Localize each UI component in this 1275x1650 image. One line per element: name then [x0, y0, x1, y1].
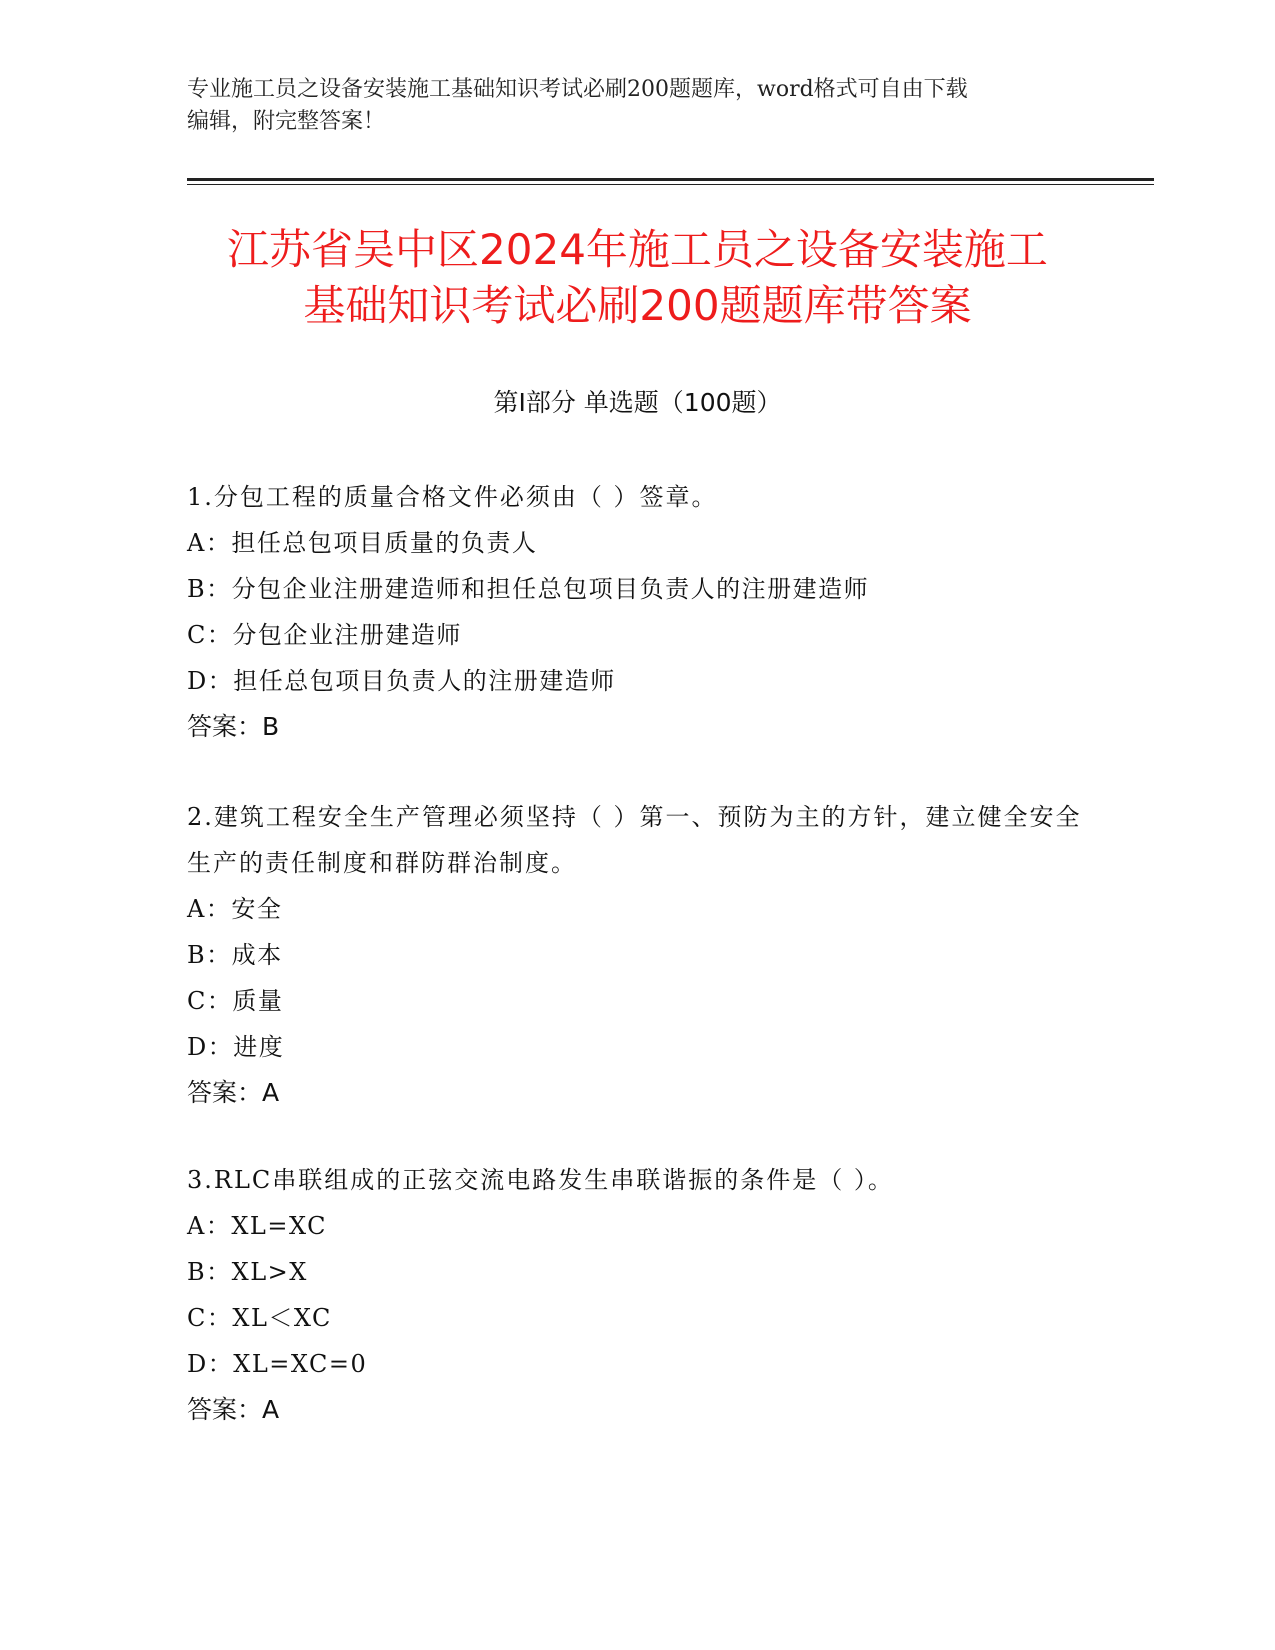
option-b: B：XL>X — [187, 1258, 308, 1286]
question-item — [187, 474, 1087, 750]
question-stem: 1.分包工程的质量合格文件必须由（ ）签章。 — [187, 483, 718, 511]
document-header-note — [187, 74, 1087, 138]
option-c: C：质量 — [187, 987, 284, 1015]
answer-line: 答案：A — [187, 1395, 280, 1424]
section-heading: 第Ⅰ部分 单选题（100题） — [493, 388, 782, 417]
option-d: D：进度 — [187, 1033, 285, 1061]
option-d: D：XL=XC=0 — [187, 1350, 368, 1378]
option-c: C：分包企业注册建造师 — [187, 621, 462, 649]
option-c: C：XL＜XC — [187, 1304, 332, 1332]
title-line-2: 基础知识考试必刷200题题库带答案 — [303, 281, 972, 330]
answer-line: 答案：B — [187, 712, 280, 741]
header-divider-thick — [187, 178, 1154, 181]
header-divider-thin — [187, 184, 1154, 185]
option-a: A：担任总包项目质量的负责人 — [187, 529, 538, 557]
answer-line: 答案：A — [187, 1078, 280, 1107]
header-note-line-1: 专业施工员之设备安装施工基础知识考试必刷200题题库，word格式可自由下载 — [187, 77, 968, 102]
document-title — [150, 222, 1125, 334]
option-d: D：担任总包项目负责人的注册建造师 — [187, 667, 616, 695]
option-a: A：XL=XC — [187, 1212, 327, 1240]
question-stem: 2.建筑工程安全生产管理必须坚持（ ）第一、预防为主的方针，建立健全安全生产的责任制度和群防群治制度。 — [187, 803, 1082, 877]
option-b: B：成本 — [187, 941, 283, 969]
question-item — [187, 794, 1087, 1116]
header-note-line-2: 编辑，附完整答案！ — [187, 109, 386, 134]
option-a: A：安全 — [187, 895, 283, 923]
option-b: B：分包企业注册建造师和担任总包项目负责人的注册建造师 — [187, 575, 870, 603]
question-item — [187, 1157, 1087, 1433]
title-line-1: 江苏省吴中区2024年施工员之设备安装施工 — [227, 225, 1048, 274]
question-stem: 3.RLC串联组成的正弦交流电路发生串联谐振的条件是（ ）。 — [187, 1166, 894, 1194]
